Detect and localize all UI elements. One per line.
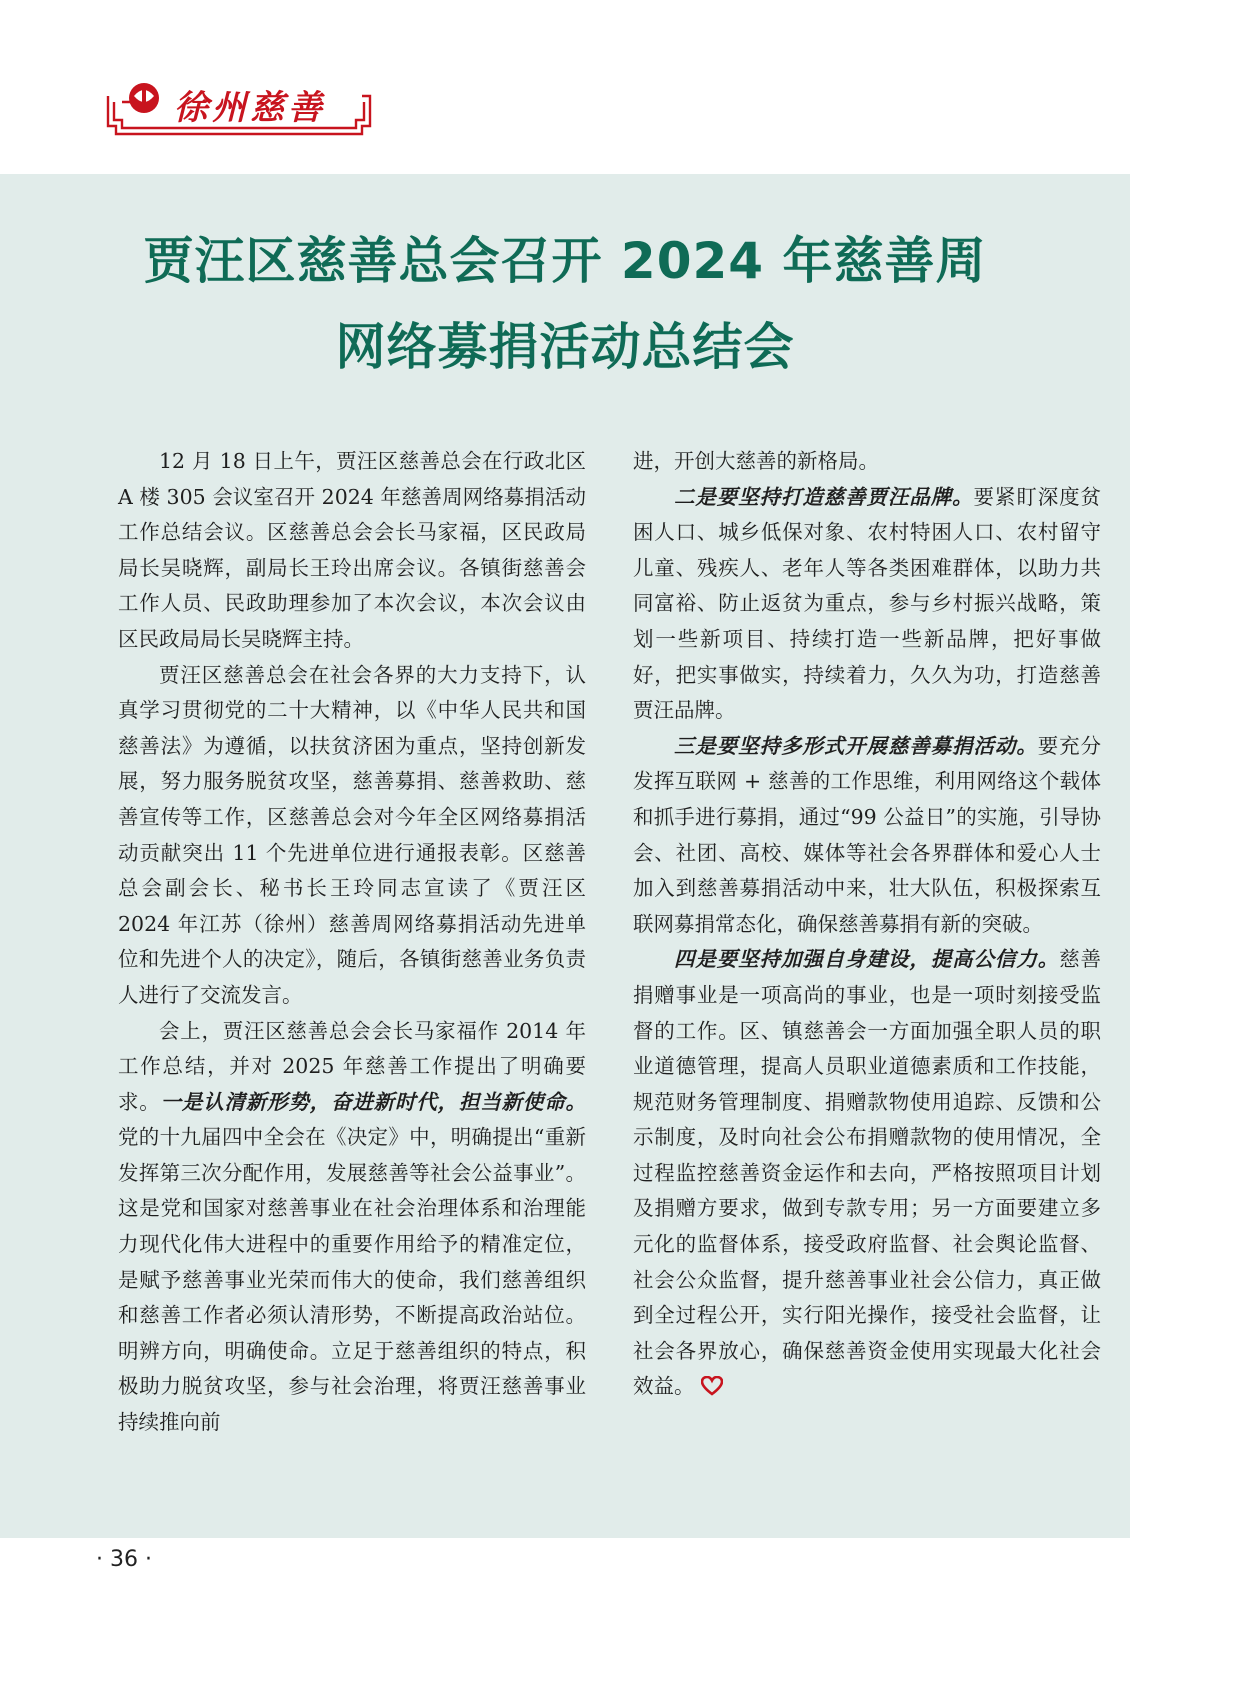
article-column-left	[118, 444, 586, 1441]
emphasis-heading: 一是认清新形势，奋进新时代，担当新使命。	[160, 1089, 587, 1114]
paragraph	[633, 480, 1101, 729]
paragraph: 12 月 18 日上午，贾汪区慈善总会在行政北区 A 楼 305 会议室召开 2024 年慈善周网络募捐活动工作总结会议。区慈善总会会长马家福，区民政局局长吴晓辉，副局长王玲出席会议。各镇街慈善会工作人员、民政助理参加了本次会议，本次会议由区民政局局长吴晓辉主持。	[118, 449, 586, 651]
article-panel	[0, 174, 1130, 1538]
masthead	[104, 74, 374, 142]
paragraph-continuation: 进，开创大慈善的新格局。	[633, 449, 879, 473]
page-number: · 36 ·	[96, 1547, 152, 1572]
paragraph: 贾汪区慈善总会在社会各界的大力支持下，认真学习贯彻党的二十大精神，以《中华人民共和国慈善法》为遵循，以扶贫济困为重点，坚持创新发展，努力服务脱贫攻坚，慈善募捐、慈善救助、慈善宣传等工作，区慈善总会对今年全区网络募捐活动贡献突出 11 个先进单位进行通报表彰。区慈善总会副会长、秘书长王玲同志宣读了《贾汪区 2024 年江苏（徐州）慈善周网络募捐活动先进单位和先进个人的决定》，随后，各镇街慈善业务负责人进行了交流发言。	[118, 662, 586, 1007]
masthead-emblem-icon	[129, 83, 159, 113]
article-title	[60, 218, 1070, 390]
masthead-title: 徐州慈善	[174, 88, 326, 128]
paragraph	[118, 1014, 586, 1441]
paragraph	[633, 729, 1101, 943]
article-title-line-2: 网络募捐活动总结会	[335, 318, 795, 376]
paragraph-text: 要充分发挥互联网 + 慈善的工作思维，利用网络这个载体和抓手进行募捐，通过“99 公益日”的实施，引导协会、社团、高校、媒体等社会各界群体和爱心人士加入到慈善募捐活动中来，壮大队伍，积极探索互联网募捐常态化，确保慈善募捐有新的突破。	[633, 733, 1102, 936]
paragraph-text: 要紧盯深度贫困人口、城乡低保对象、农村特困人口、农村留守儿童、残疾人、老年人等各类困难群体，以助力共同富裕、防止返贫为重点，参与乡村振兴战略，策划一些新项目、持续打造一些新品牌，把好事做好，把实事做实，持续着力，久久为功，打造慈善贾汪品牌。	[633, 484, 1102, 723]
emphasis-heading: 四是要坚持加强自身建设，提高公信力。	[674, 947, 1060, 972]
heart-end-icon	[701, 1376, 723, 1396]
article-column-right	[633, 444, 1101, 1405]
emphasis-heading: 三是要坚持多形式开展慈善募捐活动。	[674, 733, 1038, 758]
article-title-line-1: 贾汪区慈善总会召开 2024 年慈善周	[143, 232, 987, 290]
paragraph-text: 会上，贾汪区慈善总会会长马家福作 2014 年工作总结，并对 2025 年慈善工作提出了明确要求。	[118, 1018, 586, 1114]
paragraph-text: 党的十九届四中全会在《决定》中，明确提出“重新发挥第三次分配作用，发展慈善等社会公益事业”。这是党和国家对慈善事业在社会治理体系和治理能力现代化伟大进程中的重要作用给予的精准定位，是赋予慈善事业光荣而伟大的使命，我们慈善组织和慈善工作者必须认清形势，不断提高政治站位。明辨方向，明确使命。立足于慈善组织的特点，积极助力脱贫攻坚，参与社会治理，将贾汪慈善事业持续推向前	[118, 1125, 586, 1435]
emphasis-heading: 二是要坚持打造慈善贾汪品牌。	[674, 484, 974, 509]
paragraph-text: 慈善捐赠事业是一项高尚的事业，也是一项时刻接受监督的工作。区、镇慈善会一方面加强全职人员的职业道德管理，提高人员职业道德素质和工作技能，规范财务管理制度、捐赠款物使用追踪、反馈和公示制度，及时向社会公布捐赠款物的使用情况，全过程监控慈善资金运作和去向，严格按照项目计划及捐赠方要求，做到专款专用；另一方面要建立多元化的监督体系，接受政府监督、社会舆论监督、社会公众监督，提升慈善事业社会公信力，真正做到全过程公开，实行阳光操作，接受社会监督，让社会各界放心，确保慈善资金使用实现最大化社会效益。	[633, 947, 1102, 1399]
paragraph	[633, 942, 1101, 1405]
